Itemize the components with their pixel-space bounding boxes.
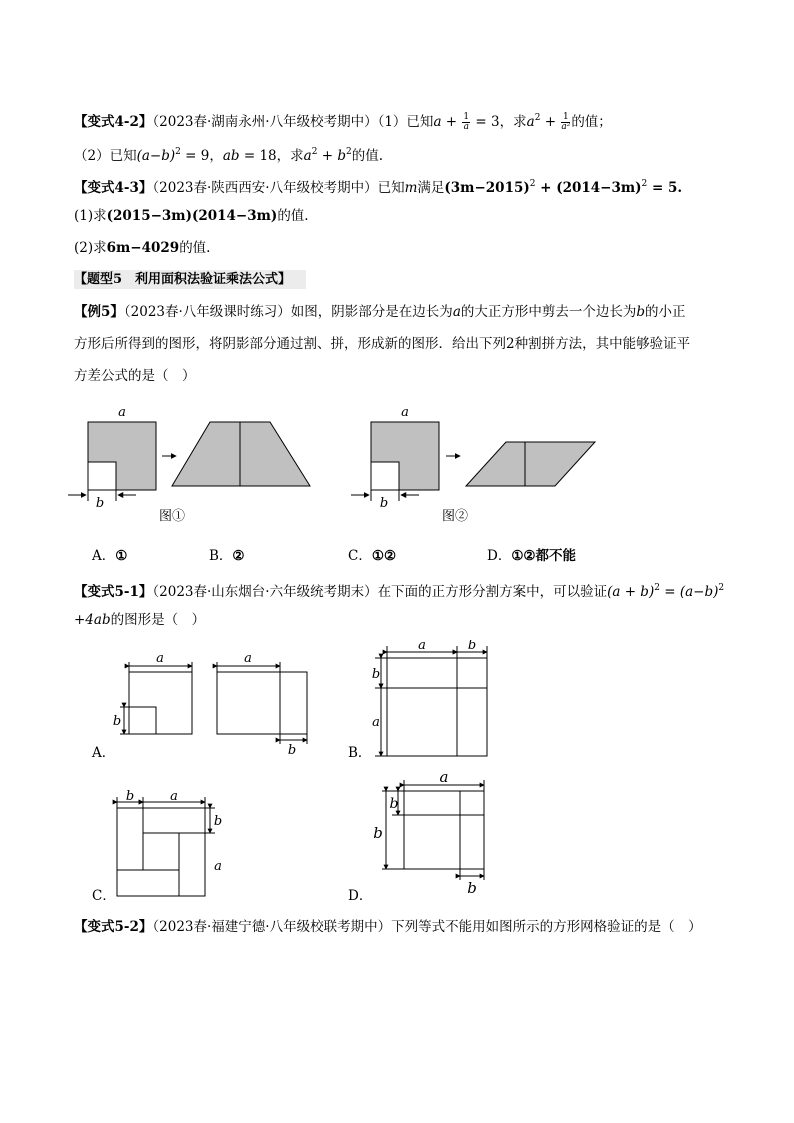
option-key: B． [209, 548, 233, 564]
v51-b-label-a2: a [372, 715, 380, 730]
v51-b-label-a: a [418, 640, 426, 653]
fig1-label-a: a [118, 405, 126, 420]
fig1-trapezoid [172, 422, 310, 486]
math-plus: + [441, 114, 462, 130]
math-expr: (2014−3m) [556, 180, 642, 196]
v43-part2 [74, 238, 210, 258]
v51-option-b[interactable]: B． [348, 745, 372, 761]
math-eq: = [659, 584, 680, 600]
fig2-square [371, 422, 439, 490]
math-expr: a [303, 148, 312, 164]
v51-text: 的图形是（ ） [110, 612, 206, 628]
ex5-line2: 方形后所得到的图形，将阴影部分通过割、拼，形成新的图形．给出下列2种割拼方法，其中能够验证平 [74, 336, 691, 352]
math-exp: 2 [529, 179, 536, 189]
math-var: b [636, 304, 646, 320]
v51-a2-label-b: b [287, 743, 297, 758]
math-expr: + b [317, 148, 346, 164]
option-a[interactable] [92, 546, 127, 566]
v51-d-label-b3: b [467, 879, 477, 897]
math-expr: (a−b) [136, 148, 176, 164]
v43-tag: 【变式4-3】 [74, 180, 153, 196]
v43-p1-prefix: (1)求 [74, 208, 107, 224]
math-a: a [433, 114, 442, 130]
fraction-1-over-a2 [561, 113, 570, 132]
ex5-line3: 方差公式的是（ ） [74, 368, 196, 384]
v51-a2-label-a: a [244, 651, 252, 666]
math-eq: = 18，求 [239, 148, 304, 164]
math-exp: 2 [534, 113, 541, 123]
v42-line1 [74, 108, 612, 132]
v42-line2 [74, 142, 383, 166]
option-value: ①② [371, 548, 397, 564]
v43-p1-suffix: 的值. [277, 208, 309, 224]
ex5-text: 的大正方形中剪去一个边长为 [460, 304, 637, 320]
math-expr: 6m−4029 [106, 240, 180, 256]
v52-line1 [74, 917, 702, 937]
math-var: m [404, 180, 418, 196]
fig2-label-b: b [379, 496, 389, 511]
ex5-figures [0, 398, 794, 528]
option-value: ① [115, 548, 128, 564]
option-b[interactable] [209, 546, 245, 566]
option-value: ② [232, 548, 245, 564]
math-expr: ab [222, 148, 240, 164]
v51-option-d[interactable]: D． [348, 888, 373, 904]
math-expr: (3m−2015) [444, 180, 530, 196]
v51-c-label-b2: b [213, 814, 223, 829]
v43-p2-suffix: 的值. [179, 240, 211, 256]
fraction-num: 1 [562, 112, 569, 122]
math-exp: 2 [641, 179, 648, 189]
fig1-square [88, 422, 156, 490]
v51-option-c[interactable]: C． [92, 888, 116, 904]
v51-line1 [74, 578, 724, 602]
v43-line1 [74, 174, 682, 198]
fig1-caption: 图① [158, 509, 186, 524]
v42-tag: 【变式4-2】 [74, 114, 153, 130]
math-expr: (a + b) [607, 584, 655, 600]
math-expr: +4ab [74, 612, 111, 628]
v43-part1 [74, 206, 309, 226]
option-value: ①②都不能 [511, 548, 577, 564]
v51-figure-b [375, 646, 487, 756]
v52-text: （2023春·福建宁德·八年级校联考期中）下列等式不能用如图所示的方形网格验证的是（ ） [152, 919, 702, 935]
math-exp: 2 [311, 147, 318, 157]
math-exp: 2 [718, 583, 725, 593]
math-expr: (a−b) [679, 584, 719, 600]
option-key: A． [92, 548, 116, 564]
v42-source: （2023春·湖南永州·八年级校考期中） [152, 114, 378, 130]
v51-a-label-a: a [156, 651, 164, 666]
v43-source: （2023春·陕西西安·八年级校考期中） [152, 180, 378, 196]
v51-c-label-a2: a [214, 859, 222, 874]
option-d[interactable] [487, 546, 576, 566]
v51-text: （2023春·山东烟台·六年级统考期末）在下面的正方形分割方案中，可以验证 [152, 584, 608, 600]
v43-p2-prefix: (2)求 [74, 240, 107, 256]
fraction-den: a [463, 122, 469, 132]
math-a: a [526, 114, 535, 130]
fig1-label-b: b [95, 496, 105, 511]
math-plus: + [535, 180, 557, 196]
option-c[interactable] [348, 546, 396, 566]
v51-line2 [74, 610, 205, 630]
option-key: C． [348, 548, 372, 564]
fraction-num: 1 [463, 112, 470, 122]
v51-option-a[interactable]: A． [92, 745, 116, 761]
option-key: D． [487, 548, 512, 564]
v51-d-label-a: a [439, 768, 449, 786]
v51-c-label-a: a [170, 789, 178, 804]
v51-figure-c [117, 797, 215, 896]
v51-b-label-b2: b [371, 667, 381, 682]
v51-figures [0, 640, 794, 910]
math-eq: = 3 [471, 114, 500, 130]
ex5-text: 的小正 [645, 304, 686, 320]
v42-q1-mid: ，求 [499, 114, 527, 130]
math-exp: 2 [654, 583, 660, 593]
fraction-1-over-a [462, 113, 470, 132]
v51-c-label-b: b [125, 789, 135, 804]
fig2-label-a: a [401, 405, 409, 420]
v51-tag: 【变式5-1】 [74, 584, 153, 600]
v42-q1-prefix: （1）已知 [377, 114, 434, 130]
math-plus: + [540, 114, 561, 130]
math-exp: 2 [345, 147, 352, 157]
ex5-line1 [74, 302, 686, 322]
v42-q1-suffix: 的值； [571, 114, 612, 130]
math-exp: 2 [175, 147, 181, 157]
v51-figure-a [120, 662, 307, 744]
v51-b-label-b: b [467, 640, 477, 653]
v43-text: 已知 [377, 180, 405, 196]
v51-d-label-b2: b [373, 824, 383, 842]
ex5-tag: 【例5】 [74, 304, 124, 320]
v52-tag: 【变式5-2】 [74, 919, 153, 935]
fig2-caption: 图② [441, 509, 469, 524]
fig2-parallelogram [466, 442, 595, 486]
topic-heading: 【题型5 利用面积法验证乘法公式】 [74, 270, 306, 289]
math-expr: (2015−3m)(2014−3m) [106, 208, 278, 224]
v42-q2-prefix: （2）已知 [74, 148, 137, 164]
v51-d-label-b: b [389, 796, 399, 812]
v51-figure-d [382, 780, 484, 880]
v42-q2-suffix: 的值. [351, 148, 384, 164]
math-var: a [452, 304, 461, 320]
v43-text: 满足 [417, 180, 445, 196]
v51-a-label-b: b [112, 714, 122, 729]
math-eq: = 5. [647, 180, 683, 196]
fraction-den: a² [561, 122, 571, 132]
ex5-text: （2023春·八年级课时练习）如图，阴影部分是在边长为 [123, 304, 453, 320]
math-eq: = 9， [180, 148, 223, 164]
